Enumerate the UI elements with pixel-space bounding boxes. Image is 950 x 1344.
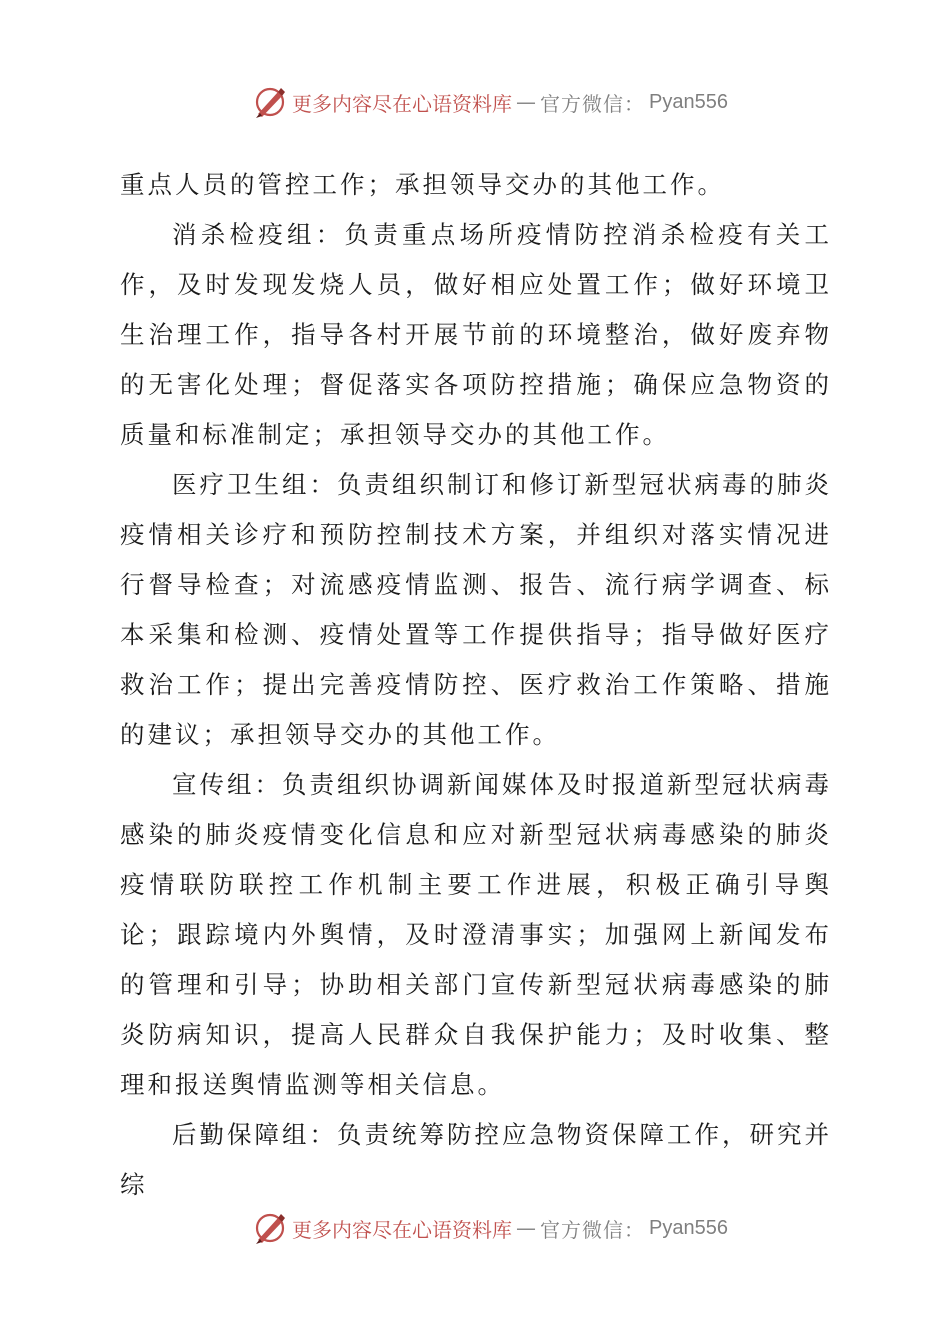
paragraph-continuation: 重点人员的管控工作；承担领导交办的其他工作。 [120,170,725,199]
banner-dash: — [516,1216,537,1240]
footer-banner-content [252,1210,728,1246]
banner-brand-text: 更多内容尽在心语资料库 [292,91,513,116]
header-banner [0,82,950,122]
pen-logo-icon [252,1210,288,1246]
header-banner-content [252,84,728,120]
document-body [120,160,832,1210]
paragraph-disinfection-group: 消杀检疫组：负责重点场所疫情防控消杀检疫有关工作，及时发现发烧人员，做好相应处置工作；做好环境卫生治理工作，指导各村开展节前的环境整治，做好废弃物的无害化处理；督促落实各项防控措施；确保应急物资的质量和标准制定；承担领导交办的其他工作。 [120,220,832,449]
paragraph-logistics-group: 后勤保障组：负责统筹防控应急物资保障工作，研究并综 [120,1120,832,1199]
paragraph-medical-group: 医疗卫生组：负责组织制订和修订新型冠状病毒的肺炎疫情相关诊疗和预防控制技术方案，并组织对落实情况进行督导检查；对流感疫情监测、报告、流行病学调查、标本采集和检测、疫情处置等工作提供指导；指导做好医疗救治工作；提出完善疫情防控、医疗救治工作策略、措施的建议；承担领导交办的其他工作。 [120,470,832,749]
footer-banner [0,1208,950,1248]
banner-brand-text: 更多内容尽在心语资料库 [292,1217,513,1242]
banner-label-text: 官方微信： [540,91,646,116]
banner-wechat-id: Pyan556 [649,1216,728,1239]
paragraph-publicity-group: 宣传组：负责组织协调新闻媒体及时报道新型冠状病毒感染的肺炎疫情变化信息和应对新型冠状病毒感染的肺炎疫情联防联控工作机制主要工作进展，积极正确引导舆论；跟踪境内外舆情，及时澄清事实；加强网上新闻发布的管理和引导；协助相关部门宣传新型冠状病毒感染的肺炎防病知识，提高人民群众自我保护能力；及时收集、整理和报送舆情监测等相关信息。 [120,770,832,1099]
pen-logo-icon [252,84,288,120]
banner-dash: — [516,90,537,114]
banner-label-text: 官方微信： [540,1217,646,1242]
banner-wechat-id: Pyan556 [649,90,728,113]
